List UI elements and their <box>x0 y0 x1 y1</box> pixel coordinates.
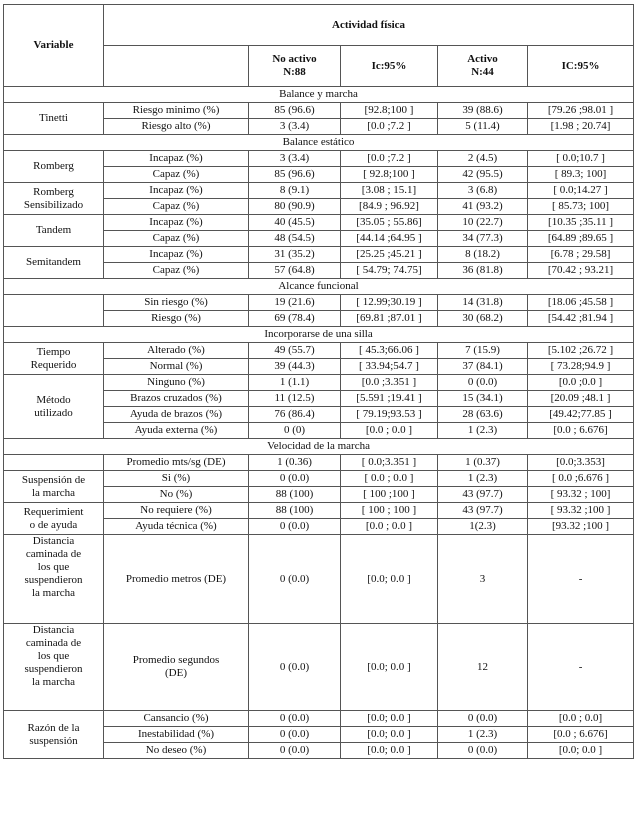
category-label: Capaz (%) <box>104 231 249 247</box>
activo-ci: [70.42 ; 93.21] <box>528 263 634 279</box>
activo-ci: [0.0 ; 6.676] <box>528 727 634 743</box>
category-label: Normal (%) <box>104 359 249 375</box>
activo-ci: [49.42;77.85 ] <box>528 407 634 423</box>
no-activo-ci: [5.591 ;19.41 ] <box>341 391 438 407</box>
table-row <box>4 247 634 263</box>
activo-value: 30 (68.2) <box>438 311 528 327</box>
category-label: Promedio mts/sg (DE) <box>104 455 249 471</box>
activo-ci: [20.09 ;48.1 ] <box>528 391 634 407</box>
activo-value: 41 (93.2) <box>438 199 528 215</box>
activo-ci: [ 0.0;10.7 ] <box>528 151 634 167</box>
no-activo-ci: [0.0; 0.0 ] <box>341 624 438 711</box>
no-activo-value: 31 (35.2) <box>249 247 341 263</box>
activo-value: 28 (63.6) <box>438 407 528 423</box>
activo-value: 8 (18.2) <box>438 247 528 263</box>
activo-ci: [93.32 ;100 ] <box>528 519 634 535</box>
activo-ci: [1.98 ; 20.74] <box>528 119 634 135</box>
activo-value: 37 (84.1) <box>438 359 528 375</box>
activo-ci: [54.42 ;81.94 ] <box>528 311 634 327</box>
activo-value: 0 (0.0) <box>438 375 528 391</box>
empty-header-cell <box>104 46 249 87</box>
no-activo-ci: [0.0 ;3.351 ] <box>341 375 438 391</box>
category-label: Si (%) <box>104 471 249 487</box>
activo-value: 0 (0.0) <box>438 711 528 727</box>
category-label: Ninguno (%) <box>104 375 249 391</box>
section-row <box>4 87 634 103</box>
no-activo-ci: [0.0; 0.0 ] <box>341 743 438 759</box>
activo-ci: - <box>528 624 634 711</box>
no-activo-ci: [0.0 ;7.2 ] <box>341 119 438 135</box>
no-activo-value: 76 (86.4) <box>249 407 341 423</box>
category-label: Incapaz (%) <box>104 215 249 231</box>
category-label: Riesgo alto (%) <box>104 119 249 135</box>
activo-ci: [ 0.0 ;6.676 ] <box>528 471 634 487</box>
no-activo-value: 80 (90.9) <box>249 199 341 215</box>
no-activo-ci: [ 79.19;93.53 ] <box>341 407 438 423</box>
no-activo-value: 85 (96.6) <box>249 167 341 183</box>
no-activo-ci: [0.0; 0.0 ] <box>341 711 438 727</box>
variable-label: Romberg Sensibilizado <box>4 183 104 215</box>
table-row <box>4 151 634 167</box>
actividad-fisica-header: Actividad física <box>104 5 634 46</box>
activo-ci: [0.0 ; 0.0] <box>528 711 634 727</box>
table-row <box>4 503 634 519</box>
no-activo-value: 19 (21.6) <box>249 295 341 311</box>
no-activo-ci: [0.0; 0.0 ] <box>341 535 438 624</box>
no-activo-value: 0 (0.0) <box>249 727 341 743</box>
no-activo-ci: [3.08 ; 15.1] <box>341 183 438 199</box>
category-label: No (%) <box>104 487 249 503</box>
section-title: Velocidad de la marcha <box>4 439 634 455</box>
variable-header: Variable <box>4 5 104 87</box>
variable-label: Tandem <box>4 215 104 247</box>
activo-value: 10 (22.7) <box>438 215 528 231</box>
ic-header-activo: IC:95% <box>528 46 634 87</box>
table-row <box>4 471 634 487</box>
no-activo-value: 3 (3.4) <box>249 119 341 135</box>
no-activo-value: 57 (64.8) <box>249 263 341 279</box>
variable-label: Romberg <box>4 151 104 183</box>
no-activo-value: 0 (0.0) <box>249 711 341 727</box>
no-activo-value: 1 (0.36) <box>249 455 341 471</box>
table-body <box>4 87 634 759</box>
no-activo-value: 85 (96.6) <box>249 103 341 119</box>
category-label: Riesgo (%) <box>104 311 249 327</box>
no-activo-ci: [69.81 ;87.01 ] <box>341 311 438 327</box>
no-activo-ci: [ 0.0 ; 0.0 ] <box>341 471 438 487</box>
variable-label: Tiempo Requerido <box>4 343 104 375</box>
variable-label: Distancia caminada de los que suspendieron la marcha <box>4 624 104 711</box>
no-activo-value: 0 (0.0) <box>249 519 341 535</box>
activo-ci: [5.102 ;26.72 ] <box>528 343 634 359</box>
category-label: Promedio segundos (DE) <box>104 624 249 711</box>
category-label: Promedio metros (DE) <box>104 535 249 624</box>
no-activo-ci: [ 33.94;54.7 ] <box>341 359 438 375</box>
category-label: No requiere (%) <box>104 503 249 519</box>
activo-ci: [64.89 ;89.65 ] <box>528 231 634 247</box>
category-label: Alterado (%) <box>104 343 249 359</box>
no-activo-ci: [92.8;100 ] <box>341 103 438 119</box>
activo-ci: [ 0.0;14.27 ] <box>528 183 634 199</box>
category-label: Brazos cruzados (%) <box>104 391 249 407</box>
activo-header: Activo N:44 <box>438 46 528 87</box>
no-activo-value: 49 (55.7) <box>249 343 341 359</box>
activo-ci: [79.26 ;98.01 ] <box>528 103 634 119</box>
table-row <box>4 215 634 231</box>
activo-ci: [ 73.28;94.9 ] <box>528 359 634 375</box>
no-activo-ci: [ 0.0;3.351 ] <box>341 455 438 471</box>
ic-header-no-activo: Ic:95% <box>341 46 438 87</box>
no-activo-ci: [ 100 ;100 ] <box>341 487 438 503</box>
category-label: No deseo (%) <box>104 743 249 759</box>
no-activo-ci: [0.0 ; 0.0 ] <box>341 423 438 439</box>
activo-value: 0 (0.0) <box>438 743 528 759</box>
activo-value: 7 (15.9) <box>438 343 528 359</box>
category-label: Sin riesgo (%) <box>104 295 249 311</box>
no-activo-value: 48 (54.5) <box>249 231 341 247</box>
activo-value: 2 (4.5) <box>438 151 528 167</box>
variable-label: Método utilizado <box>4 375 104 439</box>
activo-value: 5 (11.4) <box>438 119 528 135</box>
variable-label <box>4 295 104 327</box>
activo-ci: [ 93.32 ;100 ] <box>528 503 634 519</box>
no-activo-value: 88 (100) <box>249 487 341 503</box>
activo-value: 42 (95.5) <box>438 167 528 183</box>
activo-value: 3 <box>438 535 528 624</box>
section-title: Balance y marcha <box>4 87 634 103</box>
table-row <box>4 455 634 471</box>
activo-value: 1 (2.3) <box>438 423 528 439</box>
no-activo-value: 88 (100) <box>249 503 341 519</box>
variable-label: Tinetti <box>4 103 104 135</box>
no-activo-ci: [0.0 ;7.2 ] <box>341 151 438 167</box>
results-table <box>3 4 634 759</box>
no-activo-ci: [ 100 ; 100 ] <box>341 503 438 519</box>
section-title: Balance estático <box>4 135 634 151</box>
table-row <box>4 103 634 119</box>
no-activo-value: 0 (0.0) <box>249 471 341 487</box>
category-label: Inestabilidad (%) <box>104 727 249 743</box>
category-label: Ayuda externa (%) <box>104 423 249 439</box>
category-label: Ayuda de brazos (%) <box>104 407 249 423</box>
activo-value: 15 (34.1) <box>438 391 528 407</box>
no-activo-ci: [ 92.8;100 ] <box>341 167 438 183</box>
no-activo-ci: [ 45.3;66.06 ] <box>341 343 438 359</box>
activo-ci: - <box>528 535 634 624</box>
variable-label: Semitandem <box>4 247 104 279</box>
table-row <box>4 624 634 711</box>
no-activo-ci: [ 54.79; 74.75] <box>341 263 438 279</box>
variable-label: Razón de la suspensión <box>4 711 104 759</box>
activo-ci: [ 85.73; 100] <box>528 199 634 215</box>
section-row <box>4 327 634 343</box>
no-activo-value: 40 (45.5) <box>249 215 341 231</box>
section-title: Alcance funcional <box>4 279 634 295</box>
activo-value: 39 (88.6) <box>438 103 528 119</box>
no-activo-value: 39 (44.3) <box>249 359 341 375</box>
activo-ci: [18.06 ;45.58 ] <box>528 295 634 311</box>
activo-value: 3 (6.8) <box>438 183 528 199</box>
activo-value: 36 (81.8) <box>438 263 528 279</box>
no-activo-value: 0 (0.0) <box>249 624 341 711</box>
no-activo-header: No activo N:88 <box>249 46 341 87</box>
no-activo-value: 0 (0.0) <box>249 743 341 759</box>
activo-value: 1 (0.37) <box>438 455 528 471</box>
activo-value: 1 (2.3) <box>438 727 528 743</box>
no-activo-ci: [35.05 ; 55.86] <box>341 215 438 231</box>
table-row <box>4 535 634 624</box>
no-activo-ci: [ 12.99;30.19 ] <box>341 295 438 311</box>
activo-value: 12 <box>438 624 528 711</box>
no-activo-value: 11 (12.5) <box>249 391 341 407</box>
activo-ci: [0.0 ; 6.676] <box>528 423 634 439</box>
category-label: Capaz (%) <box>104 199 249 215</box>
no-activo-value: 0 (0.0) <box>249 535 341 624</box>
category-label: Capaz (%) <box>104 263 249 279</box>
no-activo-ci: [84.9 ; 96.92] <box>341 199 438 215</box>
activo-value: 1(2.3) <box>438 519 528 535</box>
table-row <box>4 295 634 311</box>
table-row <box>4 343 634 359</box>
activo-ci: [0.0 ;0.0 ] <box>528 375 634 391</box>
table-row <box>4 711 634 727</box>
no-activo-value: 1 (1.1) <box>249 375 341 391</box>
variable-label: Requerimient o de ayuda <box>4 503 104 535</box>
table-row <box>4 183 634 199</box>
section-row <box>4 135 634 151</box>
activo-ci: [6.78 ; 29.58] <box>528 247 634 263</box>
activo-ci: [0.0;3.353] <box>528 455 634 471</box>
variable-label: Distancia caminada de los que suspendieron la marcha <box>4 535 104 624</box>
no-activo-value: 0 (0) <box>249 423 341 439</box>
no-activo-ci: [0.0 ; 0.0 ] <box>341 519 438 535</box>
no-activo-ci: [0.0; 0.0 ] <box>341 727 438 743</box>
no-activo-ci: [25.25 ;45.21 ] <box>341 247 438 263</box>
category-label: Ayuda técnica (%) <box>104 519 249 535</box>
activo-ci: [10.35 ;35.11 ] <box>528 215 634 231</box>
activo-value: 34 (77.3) <box>438 231 528 247</box>
category-label: Capaz (%) <box>104 167 249 183</box>
category-label: Cansancio (%) <box>104 711 249 727</box>
no-activo-value: 3 (3.4) <box>249 151 341 167</box>
activo-value: 1 (2.3) <box>438 471 528 487</box>
section-title: Incorporarse de una silla <box>4 327 634 343</box>
table-row <box>4 375 634 391</box>
variable-label <box>4 455 104 471</box>
activo-ci: [0.0; 0.0 ] <box>528 743 634 759</box>
no-activo-value: 69 (78.4) <box>249 311 341 327</box>
activo-value: 14 (31.8) <box>438 295 528 311</box>
category-label: Riesgo minimo (%) <box>104 103 249 119</box>
activo-value: 43 (97.7) <box>438 487 528 503</box>
category-label: Incapaz (%) <box>104 247 249 263</box>
activo-value: 43 (97.7) <box>438 503 528 519</box>
section-row <box>4 439 634 455</box>
no-activo-ci: [44.14 ;64.95 ] <box>341 231 438 247</box>
category-label: Incapaz (%) <box>104 183 249 199</box>
activo-ci: [ 93.32 ; 100] <box>528 487 634 503</box>
activo-ci: [ 89.3; 100] <box>528 167 634 183</box>
category-label: Incapaz (%) <box>104 151 249 167</box>
section-row <box>4 279 634 295</box>
no-activo-value: 8 (9.1) <box>249 183 341 199</box>
variable-label: Suspensión de la marcha <box>4 471 104 503</box>
